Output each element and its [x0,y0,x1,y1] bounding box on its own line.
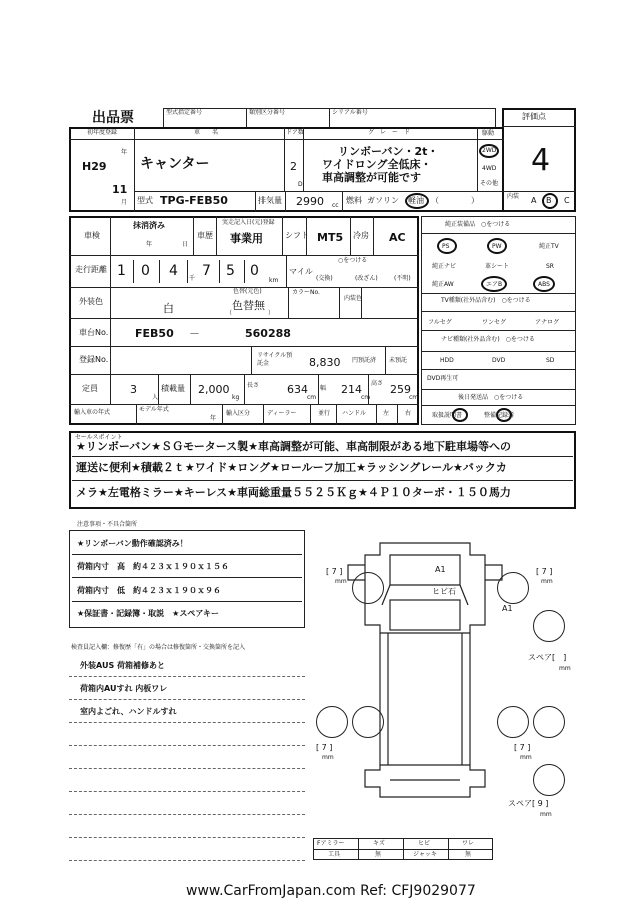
options-header: 純正装備品 ○をつける [445,221,511,228]
opt-tv: 純正TV [539,243,559,250]
frame-label: 車台No. [79,328,109,337]
load-label: 積載量 [161,384,185,393]
recycle-amount: 8,830 [309,356,341,369]
legend-mirror: Fアミラー [317,840,345,847]
mm-fr: mm [541,578,553,585]
model-label: 型式 [137,196,153,205]
door-unit: D [298,181,303,188]
mileage-digit: 0 [141,263,150,279]
tire-fl-depth: [ 7 ] [326,567,343,576]
year-unit: 年 [121,149,128,156]
frame-number: 560288 [245,327,291,340]
frame-dash: － [189,327,200,340]
note-line-1: ★リンボーバン動作確認済み！ [77,539,188,548]
frame-prefix: FEB50 [135,327,174,340]
mileage-digit: 0 [250,263,259,279]
tire-front-left [352,572,384,604]
inspector-line-2: 荷箱内AUすれ 内板ワレ [80,684,168,693]
mm-spare-1: mm [559,665,571,672]
tire-rr-depth: [ 7 ] [514,743,531,752]
length-value: 634 [287,383,308,396]
capacity-value: 3 [130,383,137,396]
width-label: 幅 [320,385,327,392]
month-unit: 月 [121,199,128,206]
meter-circle-hint: ○をつける [338,257,368,264]
sheet-title: 出品票 [92,110,134,126]
tire-fr-depth: [ 7 ] [536,567,553,576]
mileage-digits [111,256,286,287]
opt-airbag: エアB [486,281,503,288]
model-cert-label: 型式指定番号 [166,109,203,116]
car-name-label: 車 名 [194,129,219,136]
nav-hdd: HDD [440,357,454,364]
opt-airbag-circle [481,276,507,292]
cc-unit: cc [332,202,339,209]
inspector-line-3: 室内よごれ、ハンドルすれ [80,707,177,716]
displacement-value: 2990 [296,195,324,208]
footer-watermark: www.CarFromJapan.com Ref: CFJ9029077 [186,883,476,899]
inspection-day: 日 [182,241,189,248]
handle-left: 左 [383,410,390,417]
nav-dvd: DVD [492,357,506,364]
fuel-other: （ ） [431,196,479,205]
repaint-value: 色替無 [232,299,265,312]
capacity-label: 定員 [82,384,98,393]
grade-line-1: リンボーバン・2t・ [338,145,439,158]
legend-crack: ヒビ [418,840,431,847]
nav-sd: SD [546,357,555,364]
later-records: 整備記録簿 [484,412,515,419]
import-year-label: 輸入車の年式 [74,409,111,416]
cm-unit-width: cm [361,394,371,401]
shift-value: MT5 [317,231,344,244]
legend-jack: ジャッキ [413,851,437,858]
legend-tools-value: 無 [375,851,382,858]
color-value: 白 [163,302,174,315]
car-name: キャンター [140,156,210,172]
color-label: 外装色 [79,297,103,306]
tire-spare-2 [533,764,565,796]
inspection-label: 車検 [84,231,100,240]
load-unit: kg [232,394,240,401]
tire-rl-depth: [ 7 ] [316,743,333,752]
load-value: 2,000 [198,383,230,396]
tire-rear-right-outer [533,706,565,738]
capacity-unit: 人 [152,394,159,401]
tv-fullseg: フルセグ [428,319,452,326]
inspection-value: 抹消済み [133,221,165,230]
mm-rr: mm [520,754,532,761]
opt-sr: SR [546,263,554,270]
spare-1-label: スペア[ ] [528,653,567,662]
import-type-label: 輸入区分 [226,410,251,417]
note-line-3: 荷箱内寸 低 約４２３ｘ１９０ｘ９６ [77,586,221,595]
tire-rear-left-inner [352,706,384,738]
opt-aw: 純正AW [432,281,454,288]
drive-other: その他 [480,180,499,187]
height-label: 高さ [371,380,384,387]
damage-mark-chip: ヒビ石 [432,587,456,596]
interior-a: A [531,196,537,205]
inspector-line-1: 外装AUS 荷箱補修あと [80,661,165,670]
km-unit: km [269,277,279,284]
doors-value: 2 [290,160,297,173]
recycle-unpaid: 未預託 [389,357,408,364]
interior-label: 内装 [507,193,520,200]
selling-line-2: 運送に便利★積載２ｔ★ワイド★ロング★ロールーフ加工★ラッシングレール★バックカ [76,461,507,474]
legend-scratch: キズ [373,840,385,847]
mile-label: マイル [289,267,313,276]
width-value: 214 [341,383,362,396]
first-reg-year: H29 [82,160,107,173]
mileage-label: 走行距離 [75,265,107,274]
opt-ps-circle [437,238,457,254]
mileage-digit: 7 [202,263,211,279]
mileage-digit: 5 [226,263,235,279]
mm-rl: mm [322,754,334,761]
selling-points-label: セールスポイント [75,434,123,441]
ac-value: AC [389,231,406,244]
opt-ps: PS [442,243,450,250]
recycle-unit: 円預託済 [352,357,377,364]
spare-2-label: スペア[ 9 ] [508,799,549,808]
note-line-2: 荷箱内寸 高 約４２３ｘ１９０ｘ１５６ [77,562,229,571]
later-records-circle [496,408,512,422]
handle-right: 右 [405,410,412,417]
legend-tools: 工具 [328,851,341,858]
height-value: 259 [390,383,411,396]
length-label: 長さ [247,382,260,389]
legend-jack-value: 無 [465,851,472,858]
tv-oneseg: ワンセグ [482,319,507,326]
handle-label: ハンドル [342,410,367,417]
recycle-label: リサイクル預託金 [257,352,293,367]
grade-line-2: ワイドロング全低床・ [322,158,432,171]
displacement-label: 排気量 [258,196,282,205]
interior-b: B [546,196,552,205]
grade-label: グ レ ー ド [368,129,411,136]
tire-front-right [497,572,529,604]
model-year-unit: 年 [210,415,217,422]
usage-note: 実走記入日(元)登録 [222,219,275,226]
nav-header: ナビ種類(社外品含む) ○をつける [441,336,535,343]
import-parallel: 並行 [318,410,331,417]
cm-unit-height: cm [409,394,419,401]
cm-unit-length: cm [307,394,317,401]
meter-unknown: (不明) [394,275,411,282]
opt-pw-circle [487,238,507,254]
note-line-4: ★保証書・記録簿・取説 ★スペアキー [77,609,220,618]
score-value: 4 [531,143,551,178]
mm-spare-2: mm [540,811,552,818]
shift-label: シフト [285,231,309,240]
class-label: 類別区分番号 [249,109,286,116]
inspection-year: 年 [146,241,153,248]
fuel-diesel: 軽油 [408,196,424,205]
damage-mark-side: A1 [502,604,513,613]
notes-label: 注意事項・不具合箇所 [77,521,138,528]
score-label: 評価点 [522,112,546,121]
fuel-gas: ガソリン [367,196,399,205]
later-manual-circle [452,408,468,422]
later-manual: 取扱説明書 [432,412,463,419]
fuel-label: 燃料 [346,196,362,205]
drive-4wd: 4WD [482,165,497,172]
tire-rear-right-inner [497,706,529,738]
inspector-label: 検査員記入欄：修復歴「有」の場合は修復箇所・交換箇所を記入 [71,644,246,651]
usage-value: 事業用 [230,232,263,245]
mileage-digit: 1 [117,263,126,279]
import-dealer: ディーラー [267,410,297,417]
repaint-label: 色替(元色) [233,288,262,295]
meter-tampered: (改ざん) [355,275,378,282]
mileage-digit: 4 [169,263,178,279]
interior-color-label: 内装色 [344,295,363,302]
legend-break: ワレ [462,840,475,847]
plate-label: 登録No. [79,355,109,364]
opt-nav: 純正ナビ [432,263,457,270]
tv-header: TV種類(社外品含む) ○をつける [441,297,531,304]
tire-spare-1 [533,610,565,642]
mm-fl: mm [335,578,347,585]
model-year-label: モデル年式 [139,406,169,413]
usage-label: 車歴 [197,231,213,240]
damage-mark-roof: A1 [435,565,446,574]
opt-leather: 革シート [485,263,510,270]
dvd-play-label: DVD再生可 [427,375,459,382]
first-reg-label: 初年度登録 [87,129,118,136]
thousand-unit: 千 [189,275,196,282]
drive-label: 駆動 [482,130,495,137]
selling-line-1: ★リンボーバン★ＳＧモータース製★車高調整が可能、車高制限がある地下駐車場等への [76,440,512,453]
opt-pw: PW [492,243,502,250]
repaint-paren: （ ） [226,310,275,317]
ac-label: 冷房 [353,231,369,240]
color-no-label: カラーNo. [292,289,320,296]
serial-label: シリアル番号 [332,109,368,116]
tv-analog: アナログ [535,319,560,326]
selling-line-3: メラ★左電格ミラー★キーレス★車両総重量５５２５Ｋｇ★４Ｐ１０ターボ・１５０馬力 [76,486,511,499]
doors-label: ドア数 [286,129,304,136]
interior-c: C [564,196,570,205]
opt-abs-circle [533,276,555,292]
model-value: TPG-FEB50 [160,194,228,207]
drive-2wd: 2WD [482,147,497,154]
tire-rear-left-outer [316,706,348,738]
first-reg-month: 11 [112,183,128,196]
opt-abs: ABS [538,281,550,288]
later-header: 後日発送品 ○をつける [458,394,524,401]
grade-line-3: 車高調整が可能です [322,171,421,184]
meter-exchange: (交換) [316,275,333,282]
